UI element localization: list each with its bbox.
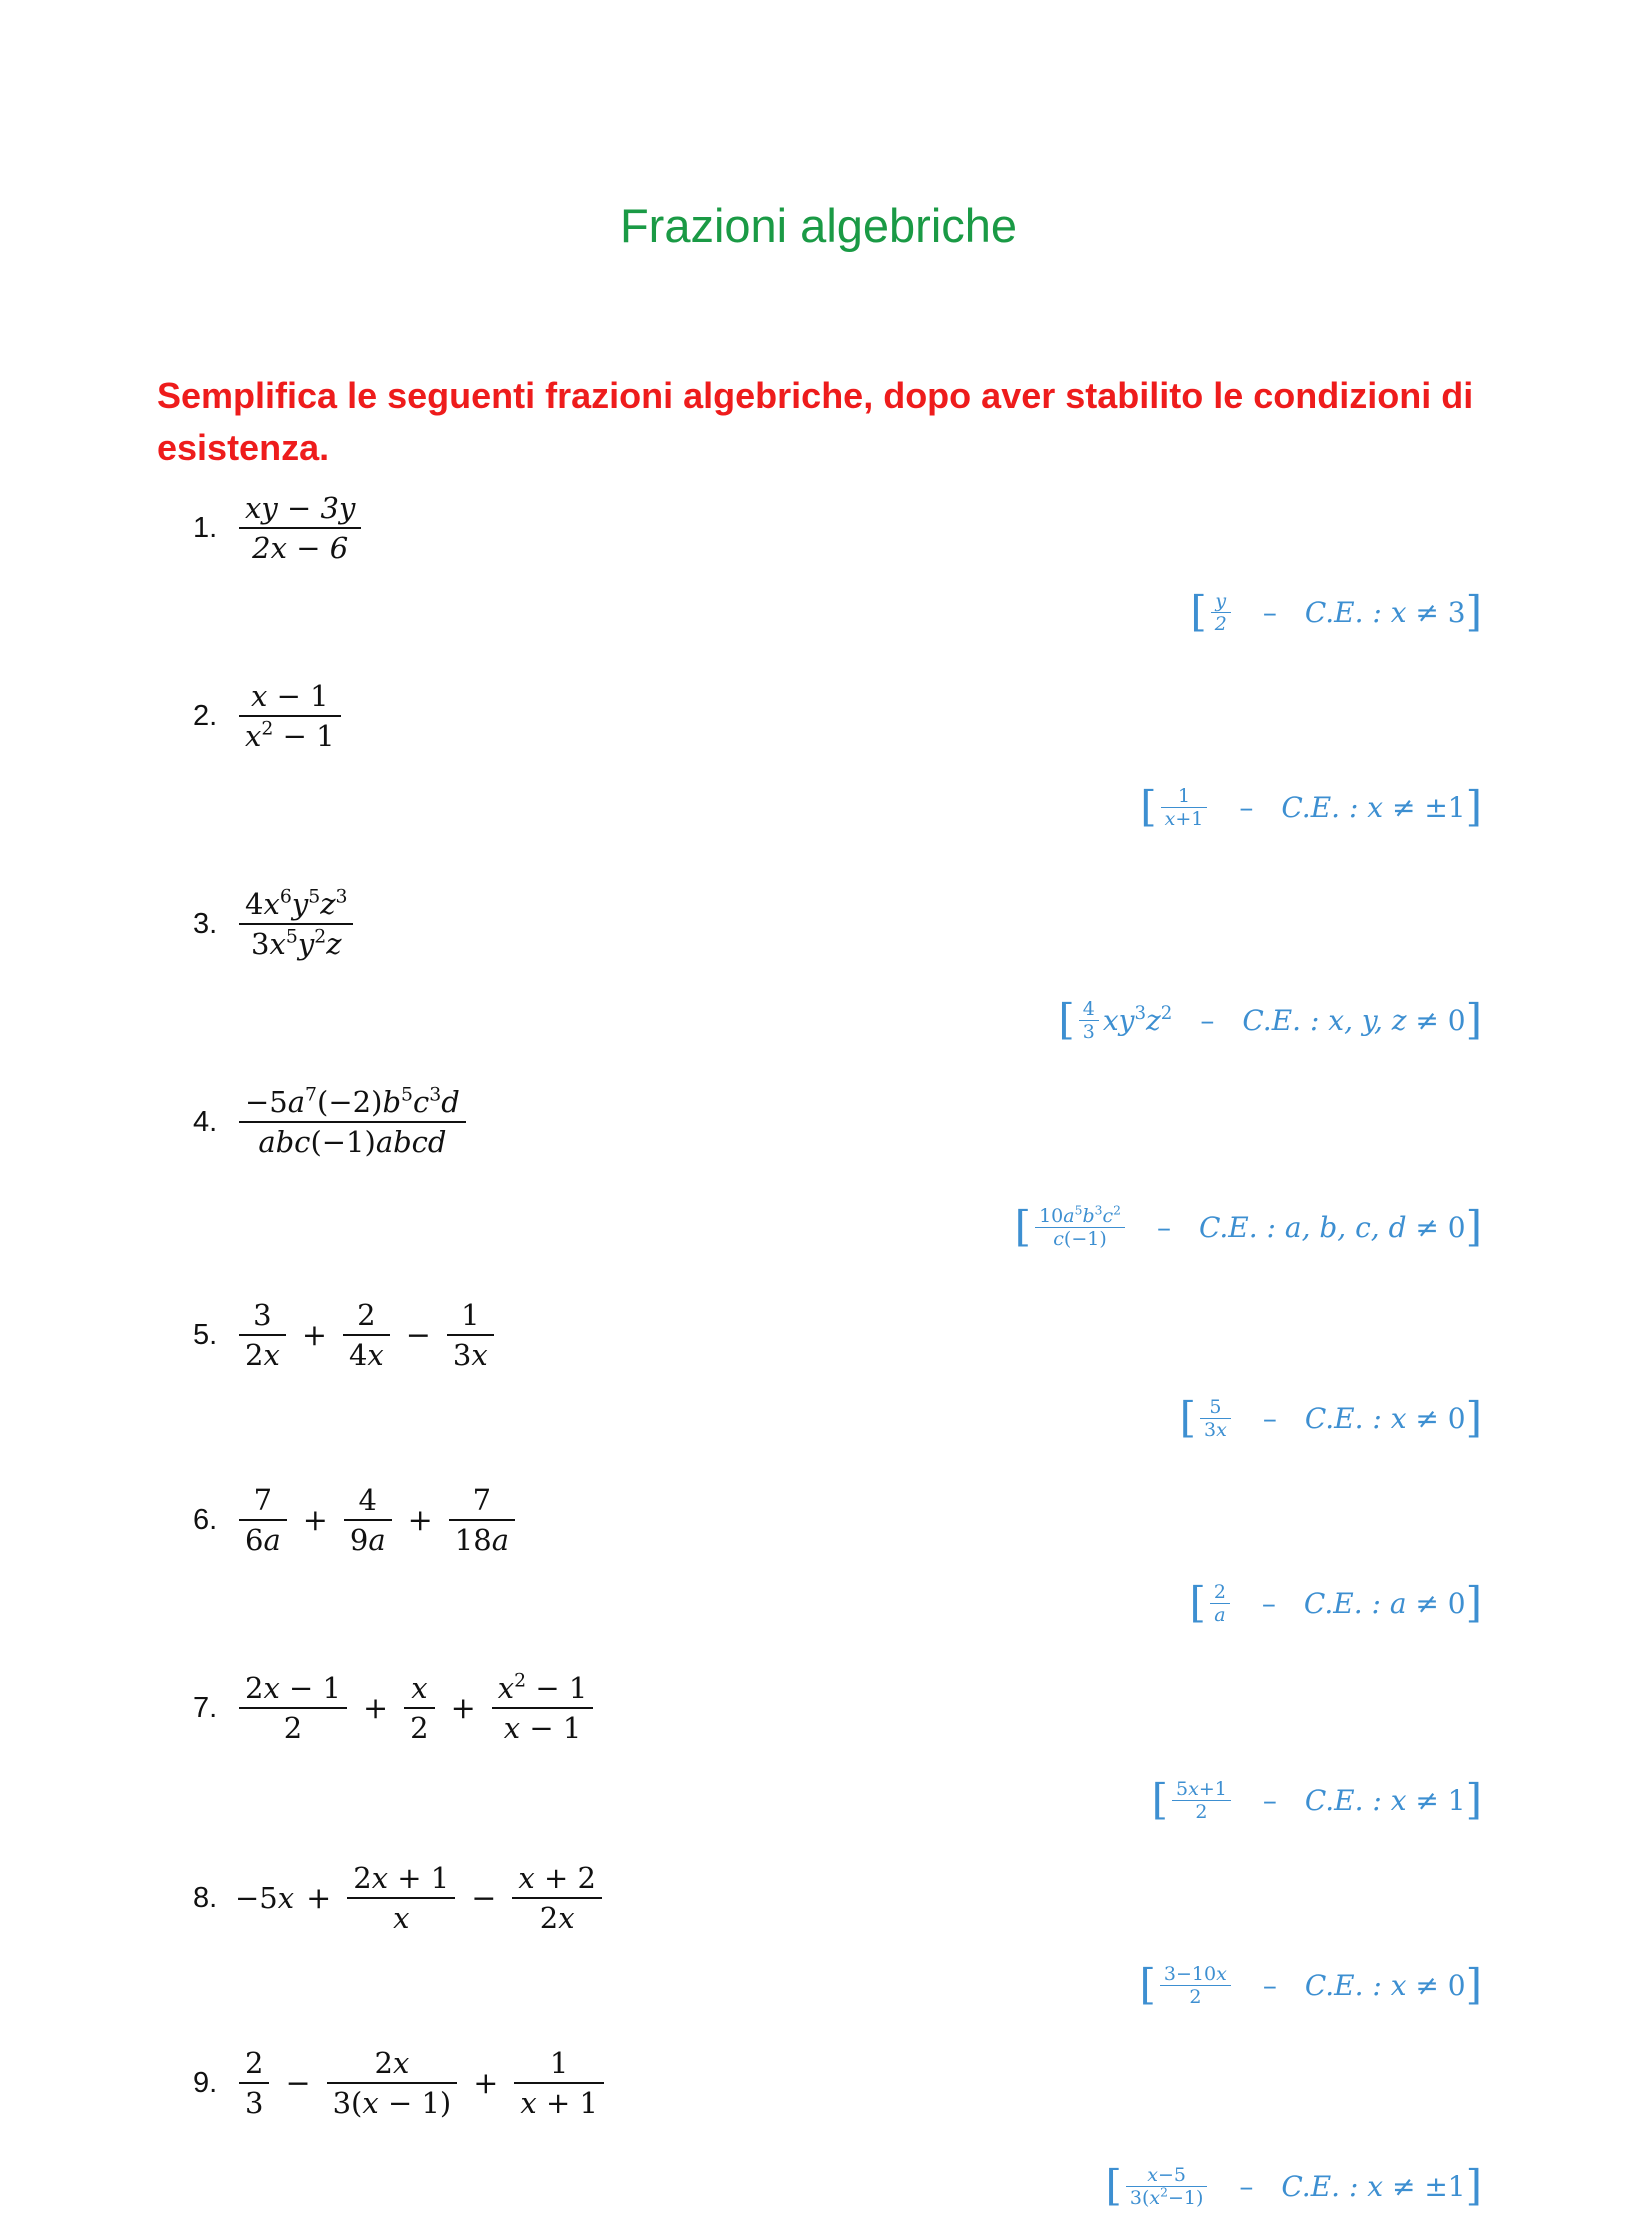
answer-8: [ $\frac{3-10x}{2}$ – C.E. : x ≠ 0 ]: [1139, 1960, 1482, 2009]
exercise-expression: $\frac{7}{6a}$ + $\frac{4}{9a}$ + $\frac{7}{18a}$: [235, 1481, 519, 1559]
answer-2: [ $\frac{1}{x+1}$ – C.E. : x ≠ ±1 ]: [1140, 782, 1482, 831]
exercise-expression: $\frac{2x - 1}{2}$ + $\frac{x}{2}$ + $\frac{x^2 - 1}{x - 1}$: [235, 1669, 597, 1747]
answer-9: [ $\frac{x-5}{3(x^2-1)}$ – C.E. : x ≠ ±1 ]: [1105, 2161, 1482, 2210]
page-title: Frazioni algebriche: [619, 199, 1018, 252]
exercise-number: 4.: [193, 1105, 218, 1138]
answer-7: [ $\frac{5x+1}{2}$ – C.E. : x ≠ 1 ]: [1151, 1775, 1482, 1824]
answer-1: [ $\frac{y}{2}$ – C.E. : x ≠ 3 ]: [1190, 587, 1482, 636]
exercise-number: 2.: [193, 699, 218, 732]
exercise-expression: $\frac{2}{3}$ − $\frac{2x}{3(x - 1)}$ + $\frac{1}{x + 1}$: [235, 2044, 608, 2122]
exercise-8: [193, 1848, 606, 1948]
answer-3: [ $\frac{4}{3}$ $xy^3z^2$ – C.E. : x, y, z ≠ 0 ]: [1058, 995, 1482, 1044]
exercise-2: [193, 666, 345, 766]
exercise-expression: $\frac{xy - 3y}{2x - 6}$: [235, 489, 365, 567]
exercise-6: [193, 1470, 519, 1570]
exercise-expression: $\frac{4x^6y^5z^3}{3x^5y^2z}$: [235, 885, 357, 963]
answer-4: [ $\frac{10a^5b^3c^2}{c(-1)}$ – C.E. : a, b, c, d ≠ 0 ]: [1014, 1202, 1482, 1251]
exercise-number: 9.: [193, 2066, 218, 2099]
exercise-7: [193, 1658, 597, 1758]
exercise-5: [193, 1285, 498, 1385]
exercise-number: 1.: [193, 511, 218, 544]
exercise-3: [193, 874, 357, 974]
answer-6: [ $\frac{2}{a}$ – C.E. : a ≠ 0 ]: [1189, 1578, 1482, 1627]
exercise-expression: $\frac{x - 1}{x^2 - 1}$: [235, 677, 345, 755]
answer-5: [ $\frac{5}{3x}$ – C.E. : x ≠ 0 ]: [1179, 1393, 1482, 1442]
exercise-expression: $\frac{3}{2x}$ + $\frac{2}{4x}$ − $\frac{1}{3x}$: [235, 1296, 498, 1374]
exercise-9: [193, 2033, 608, 2133]
exercise-expression: $\frac{-5a^7(-2)b^5c^3d}{\text{abc(−1)abcd}}$: [235, 1083, 470, 1161]
instruction-text: Semplifica le seguenti frazioni algebriche, dopo aver stabilito le condizioni di esistenza.: [157, 375, 1474, 468]
exercise-1: [193, 478, 365, 578]
exercise-number: 5.: [193, 1318, 218, 1351]
exercise-number: 8.: [193, 1881, 218, 1914]
exercise-number: 6.: [193, 1503, 218, 1536]
exercise-expression: −5x + $\frac{2x + 1}{x}$ − $\frac{x + 2}{2x}$: [235, 1859, 606, 1937]
exercise-number: 7.: [193, 1691, 218, 1724]
exercise-4: [193, 1072, 470, 1172]
exercise-number: 3.: [193, 907, 218, 940]
